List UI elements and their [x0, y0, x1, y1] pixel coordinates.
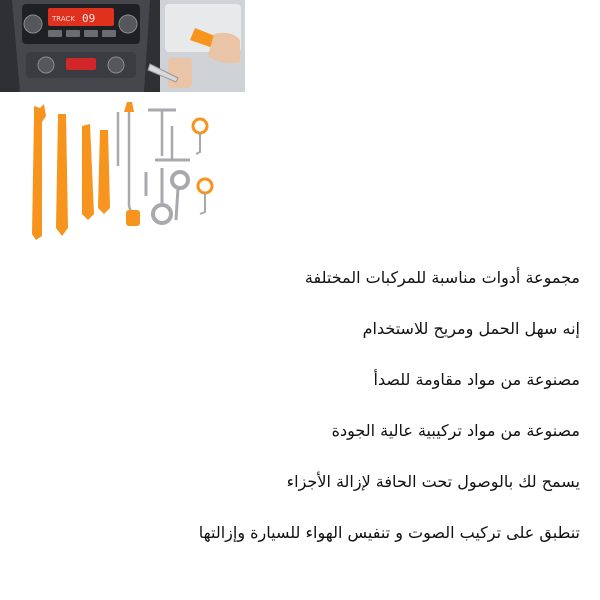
- dashboard-illustration: [0, 0, 245, 92]
- feature-item-audio-vent-removal: تنطبق على تركيب الصوت و تنفيس الهواء للسيارة وإزالتها: [198, 523, 580, 542]
- feature-item-quality-material: مصنوعة من مواد تركيبية عالية الجودة: [331, 421, 580, 440]
- dashboard-photo: [0, 0, 245, 92]
- feature-item-portable: إنه سهل الحمل ومريح للاستخدام: [362, 319, 580, 338]
- feature-item-access-under-edge: يسمح لك بالوصول تحت الحافة لإزالة الأجزاء: [286, 472, 580, 491]
- radio-track-label: TRACK: [52, 15, 75, 23]
- feature-item-rust-resistant: مصنوعة من مواد مقاومة للصدأ: [373, 370, 580, 389]
- tool-set-illustration: [0, 96, 245, 246]
- feature-item-vehicles: مجموعة أدوات مناسبة للمركبات المختلفة: [304, 268, 580, 287]
- pry-tool-narrow: [98, 130, 110, 214]
- tool-set-photo: [0, 96, 245, 246]
- pry-tool-wide: [56, 114, 68, 236]
- feature-list: [20, 268, 580, 574]
- radio-display-number: 09: [82, 12, 96, 25]
